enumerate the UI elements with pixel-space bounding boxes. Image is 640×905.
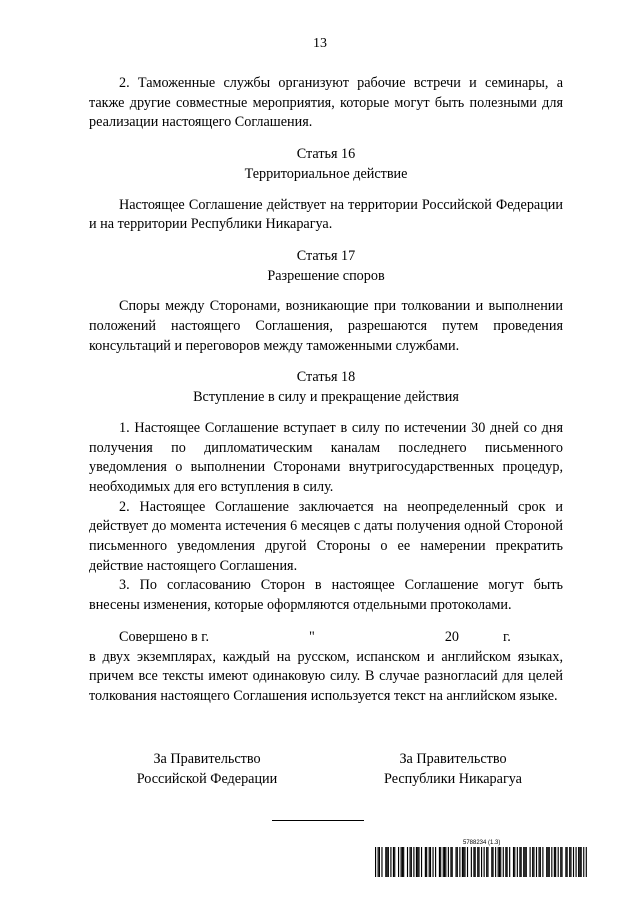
- barcode-bar: [394, 847, 395, 877]
- barcode-code: 5788234 (1.3): [463, 840, 501, 846]
- article-18-number: Статья 18: [296, 369, 356, 386]
- signature-block-russia: [77, 750, 337, 789]
- signature-left-line-1: За Правительство: [153, 751, 261, 767]
- article-18-paragraph-2: 2. Настоящее Соглашение заключается на неопределенный срок и действует до момента истечения 6 месяцев с даты получения одной Стороной письменного уведомления другой Стороны о ее намерении прекратить действие настоящего Соглашения.: [89, 498, 563, 574]
- barcode-bar: [500, 847, 501, 877]
- barcode-bar: [379, 847, 380, 877]
- barcode-bar: [440, 847, 441, 877]
- barcode-bar: [432, 847, 433, 877]
- barcode-bar: [524, 847, 525, 877]
- barcode-bar: [514, 847, 515, 877]
- barcode-bar: [401, 847, 402, 877]
- barcode-bar: [498, 847, 499, 877]
- document-body: [89, 74, 563, 707]
- barcode-bar: [388, 847, 389, 877]
- barcode-bar: [503, 847, 504, 877]
- barcode-bar: [475, 847, 476, 877]
- barcode-bar: [457, 847, 458, 877]
- barcode-bar: [547, 847, 548, 877]
- barcode-bar: [439, 847, 440, 877]
- barcode-bar: [421, 847, 422, 877]
- barcode-bar: [536, 847, 537, 877]
- barcode-bar: [386, 847, 387, 877]
- barcode-bar: [569, 847, 570, 877]
- barcode-bar: [561, 847, 562, 877]
- done-year: 20: [444, 628, 460, 645]
- done-text: в двух экземплярах, каждый на русском, испанском и английском языках, причем все тексты имеют одинаковую силу. В случае разногласий для целей толкования настоящего Соглашения используется текст на английском языке.: [89, 648, 563, 704]
- article-16-number: Статья 16: [296, 146, 356, 163]
- barcode-bar: [473, 847, 474, 877]
- article-17-text: Споры между Сторонами, возникающие при толковании и выполнении положений настоящего Соглашения, разрешаются путем проведения консультаций и переговоров между таможенными службами.: [89, 298, 563, 354]
- barcode-bar: [478, 847, 479, 877]
- article-16-text: Настоящее Соглашение действует на территории Российской Федерации и на территории Республики Никарагуа.: [89, 196, 563, 233]
- barcode-bar: [583, 847, 584, 877]
- signature-block-nicaragua: [323, 750, 583, 789]
- horizontal-rule: [272, 820, 364, 821]
- barcode-bar: [532, 847, 533, 877]
- barcode-bar: [403, 847, 404, 877]
- barcode-bar: [481, 847, 482, 877]
- barcode-bar: [570, 847, 571, 877]
- barcode-bar: [413, 847, 414, 877]
- barcode-bar: [435, 847, 436, 877]
- barcode-bar: [459, 847, 460, 877]
- page-number: 13: [313, 36, 327, 51]
- barcode-bar: [546, 847, 547, 877]
- barcode-bar: [467, 847, 468, 877]
- barcode-bar: [402, 847, 403, 877]
- barcode-bar: [443, 847, 444, 877]
- barcode-bar: [565, 847, 566, 877]
- barcode-bar: [444, 847, 445, 877]
- barcode-bar: [381, 847, 382, 877]
- barcode-bar: [393, 847, 394, 877]
- barcode-bar: [418, 847, 419, 877]
- barcode-bar: [409, 847, 410, 877]
- barcode-bar: [517, 847, 518, 877]
- barcode-bar: [430, 847, 431, 877]
- barcode-bar: [492, 847, 493, 877]
- barcode-bar: [513, 847, 514, 877]
- done-at-line: [89, 628, 563, 648]
- barcode-bar: [578, 847, 579, 877]
- barcode-bar: [411, 847, 412, 877]
- barcode-bar: [445, 847, 446, 877]
- barcode-bar: [487, 847, 488, 877]
- barcode-bar: [477, 847, 478, 877]
- barcode-bar: [416, 847, 417, 877]
- barcode-bar: [462, 847, 463, 877]
- barcode-bar: [519, 847, 520, 877]
- barcode-bar: [551, 847, 552, 877]
- barcode-bar: [530, 847, 531, 877]
- barcode-bar: [491, 847, 492, 877]
- barcode-bar: [555, 847, 556, 877]
- barcode-bar: [576, 847, 577, 877]
- barcode-bar: [549, 847, 550, 877]
- barcode-bar: [378, 847, 379, 877]
- barcode-bar: [540, 847, 541, 877]
- barcode-bar: [507, 847, 508, 877]
- signature-right-line-1: За Правительство: [399, 751, 507, 767]
- done-prefix: Совершено в г.: [119, 628, 210, 645]
- barcode-bar: [567, 847, 568, 877]
- article-18-paragraph-3: 3. По согласованию Сторон в настоящее Соглашение могут быть внесены изменения, которые оформляются отдельными протоколами.: [89, 577, 563, 614]
- barcode-bar: [464, 847, 465, 877]
- barcode-bar: [448, 847, 449, 877]
- article-16-title: Территориальное действие: [244, 165, 408, 182]
- paragraph-customs-events: 2. Таможенные службы организуют рабочие встречи и семинары, а также другие совместные мероприятия, которые могут быть полезными для реализации настоящего Соглашения.: [89, 75, 563, 131]
- barcode-bar: [509, 847, 510, 877]
- signature-left-line-2: Российской Федерации: [136, 770, 278, 787]
- barcode-bar: [463, 847, 464, 877]
- barcode-block: [375, 840, 587, 877]
- barcode-bar: [407, 847, 408, 877]
- barcode-bar: [452, 847, 453, 877]
- barcode-bar: [558, 847, 559, 877]
- article-17-title: Разрешение споров: [267, 267, 385, 284]
- barcode-bar: [579, 847, 580, 877]
- barcode-bar: [385, 847, 386, 877]
- barcode-bar: [581, 847, 582, 877]
- barcode-bar: [417, 847, 418, 877]
- barcode-bar: [523, 847, 524, 877]
- barcode-bar: [521, 847, 522, 877]
- barcode-bar: [560, 847, 561, 877]
- signature-right-line-2: Республики Никарагуа: [384, 770, 522, 787]
- barcode-bar: [390, 847, 391, 877]
- barcode-bar: [450, 847, 451, 877]
- article-17-number: Статья 17: [296, 247, 356, 264]
- barcode-bar: [426, 847, 427, 877]
- barcode-bar: [429, 847, 430, 877]
- barcode-bar: [573, 847, 574, 877]
- article-18-title: Вступление в силу и прекращение действия: [193, 389, 459, 406]
- barcode-bar: [471, 847, 472, 877]
- article-18-paragraph-1: 1. Настоящее Соглашение вступает в силу по истечении 30 дней со дня получения по дипломатическим каналам последнего письменного уведомления о выполнении Сторонами внутригосударственных процедур, необходимых для его вступления в силу.: [89, 419, 563, 495]
- barcode-icon: [375, 847, 587, 877]
- barcode-bar: [526, 847, 527, 877]
- barcode-bar: [375, 847, 376, 877]
- barcode-bar: [425, 847, 426, 877]
- barcode-bar: [495, 847, 496, 877]
- done-quote: ": [309, 628, 315, 645]
- barcode-bar: [455, 847, 456, 877]
- barcode-bar: [533, 847, 534, 877]
- barcode-bar: [398, 847, 399, 877]
- barcode-bar: [586, 847, 587, 877]
- barcode-bar: [542, 847, 543, 877]
- done-year-suffix: г.: [503, 628, 511, 645]
- barcode-bar: [554, 847, 555, 877]
- barcode-bar: [505, 847, 506, 877]
- barcode-bar: [486, 847, 487, 877]
- barcode-bar: [484, 847, 485, 877]
- barcode-bar: [499, 847, 500, 877]
- barcode-bar: [538, 847, 539, 877]
